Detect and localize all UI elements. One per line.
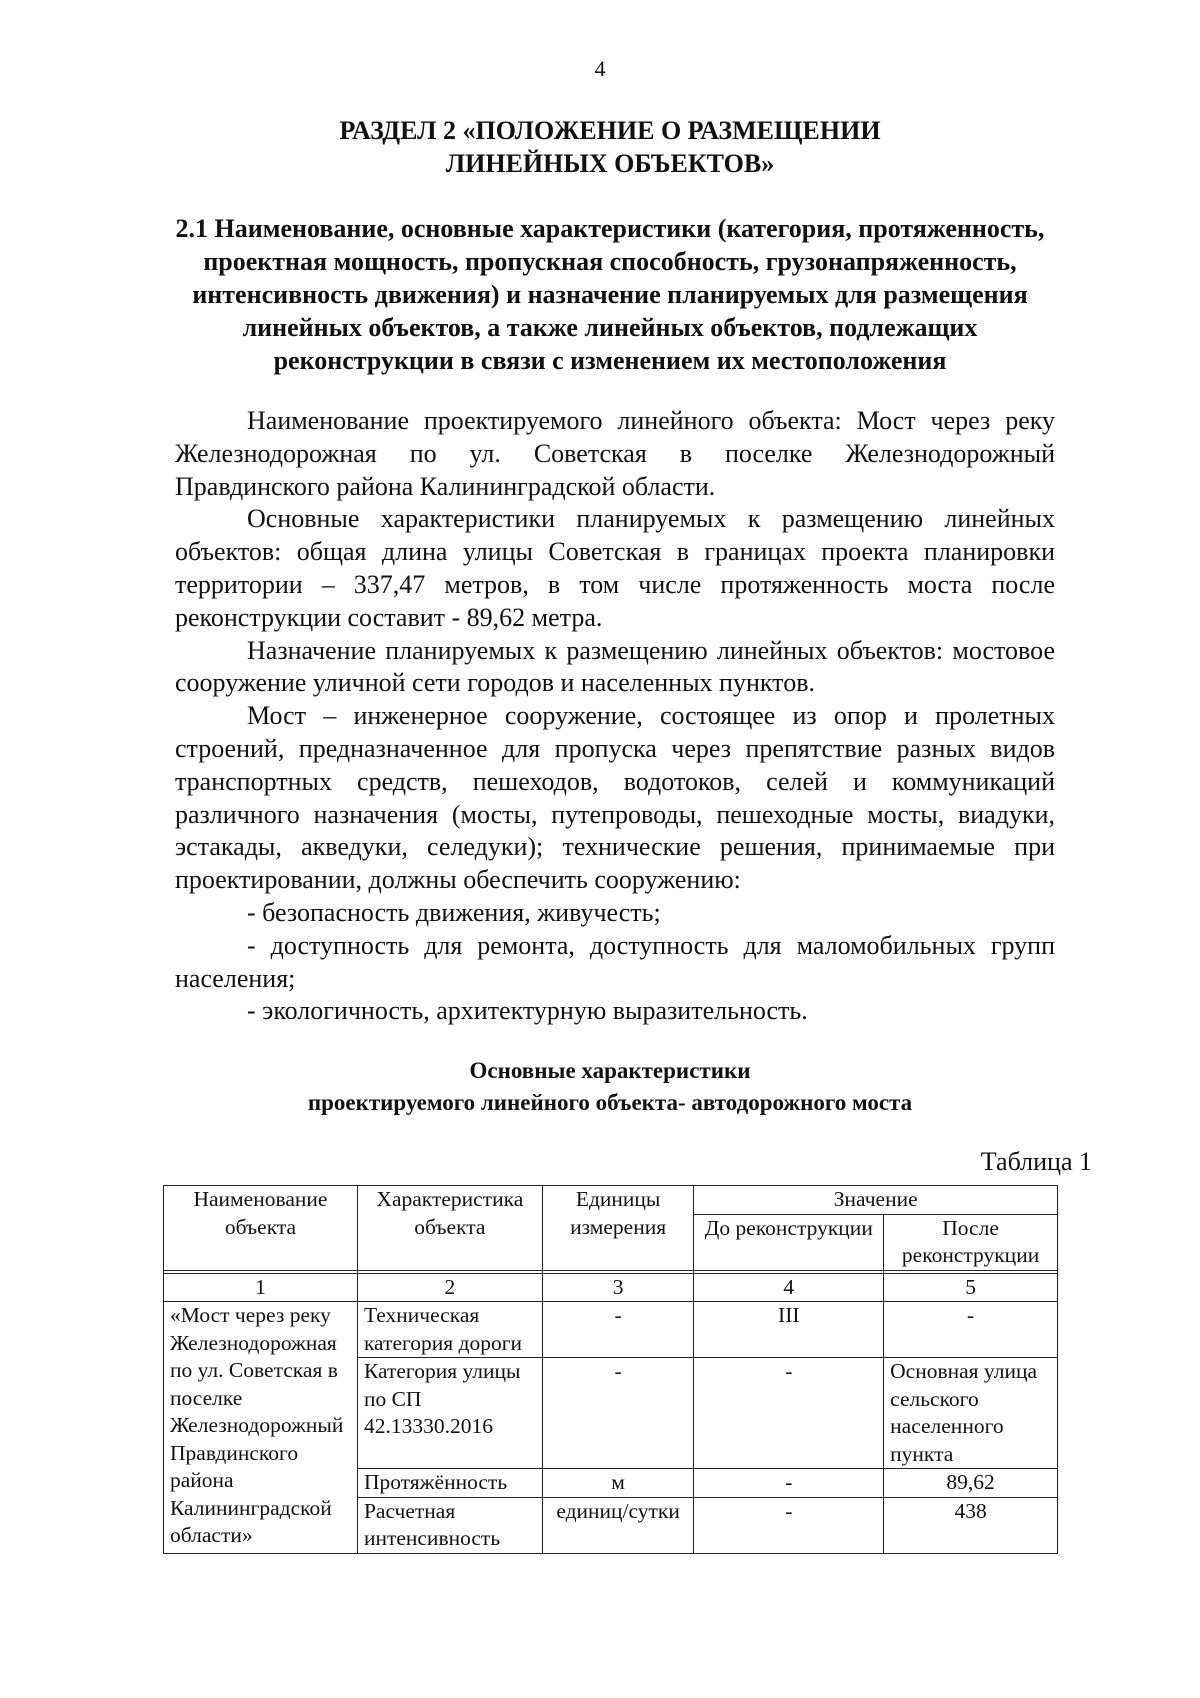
before-cell: III	[694, 1302, 884, 1358]
after-cell: -	[884, 1302, 1058, 1358]
header-value: Значение	[694, 1186, 1058, 1215]
subsection-title-line: 2.1 Наименование, основные характеристики (категория, протяженность,	[175, 214, 1045, 243]
header-object-name: Наименование объекта	[164, 1186, 358, 1271]
table-caption-line: проектируемого линейного объекта- автодорожного моста	[307, 1090, 913, 1115]
column-number: 5	[884, 1273, 1058, 1302]
subsection-title-line: линейных объектов, а также линейных объектов, подлежащих	[242, 313, 978, 342]
header-units: Единицы измерения	[542, 1186, 694, 1271]
after-cell: 89,62	[884, 1469, 1058, 1498]
characteristic-cell: Протяжённость	[357, 1469, 542, 1498]
after-cell: 438	[884, 1497, 1058, 1553]
paragraph-object-name: Наименование проектируемого линейного объекта: Мост через реку Железнодорожная по ул. Советская в поселке Железнодорожный Правдинского района Калининградской области.	[175, 406, 1055, 501]
header-before: До реконструкции	[694, 1214, 884, 1270]
column-number: 1	[164, 1273, 358, 1302]
object-name-cell: «Мост через реку Железнодорожная по ул. Советская в поселке Железнодорожный Правдинского района Калининградской области»	[164, 1302, 358, 1554]
subsection-title-line: проектная мощность, пропускная способность, грузонапряженность,	[203, 247, 1017, 276]
header-characteristic: Характеристика объекта	[357, 1186, 542, 1271]
section-title-line: ЛИНЕЙНЫХ ОБЪЕКТОВ»	[445, 149, 775, 178]
characteristics-table	[163, 1185, 1058, 1554]
page-number: 4	[594, 56, 606, 81]
paragraph-bridge-definition: Мост – инженерное сооружение, состоящее из опор и пролетных строений, предназначенное для пропуска через препятствие разных видов транспортных средств, пешеходов, водотоков, селей и коммуникаций различного назначения (мосты, путепроводы, пешеходные мосты, виадуки, эстакады, акведуки, селедуки); технические решения, принимаемые при проектировании, должны обеспечить сооружению:	[175, 701, 1055, 895]
characteristic-cell: Техническая категория дороги	[357, 1302, 542, 1358]
units-cell: -	[542, 1302, 694, 1358]
paragraph-purpose: Назначение планируемых к размещению линейных объектов: мостовое сооружение уличной сети городов и населенных пунктов.	[175, 635, 1055, 698]
table-row	[164, 1302, 1058, 1358]
section-title	[160, 114, 1060, 180]
column-number: 3	[542, 1273, 694, 1302]
column-number-row	[164, 1273, 1058, 1302]
units-cell: -	[542, 1358, 694, 1469]
list-item-ecology: - экологичность, архитектурную выразительность.	[247, 996, 808, 1026]
units-cell: м	[542, 1469, 694, 1498]
table-label: Таблица 1	[980, 1147, 1092, 1176]
column-number: 4	[694, 1273, 884, 1302]
table-caption	[160, 1055, 1060, 1119]
table-caption-line: Основные характеристики	[469, 1058, 751, 1083]
subsection-title	[160, 212, 1060, 377]
header-after: После реконструкции	[884, 1214, 1058, 1270]
body-text	[175, 405, 1055, 1028]
section-title-line: РАЗДЕЛ 2 «ПОЛОЖЕНИЕ О РАЗМЕЩЕНИИ	[339, 116, 881, 145]
characteristic-cell: Категория улицы по СП 42.13330.2016	[357, 1358, 542, 1469]
subsection-title-line: реконструкции в связи с изменением их местоположения	[273, 346, 947, 375]
column-number: 2	[357, 1273, 542, 1302]
before-cell: -	[694, 1469, 884, 1498]
after-cell: Основная улица сельского населенного пункта	[884, 1358, 1058, 1469]
units-cell: единиц/сутки	[542, 1497, 694, 1553]
list-item-safety: - безопасность движения, живучесть;	[247, 897, 661, 927]
table-header-row	[164, 1186, 1058, 1215]
characteristic-cell: Расчетная интенсивность	[357, 1497, 542, 1553]
subsection-title-line: интенсивность движения) и назначение планируемых для размещения	[192, 280, 1028, 309]
before-cell: -	[694, 1497, 884, 1553]
list-item-accessibility: - доступность для ремонта, доступность для маломобильных групп населения;	[175, 930, 1055, 993]
paragraph-main-characteristics: Основные характеристики планируемых к размещению линейных объектов: общая длина улицы Советская в границах проекта планировки территории – 337,47 метров, в том числе протяженность моста после реконструкции составит - 89,62 метра.	[175, 504, 1055, 632]
before-cell: -	[694, 1358, 884, 1469]
